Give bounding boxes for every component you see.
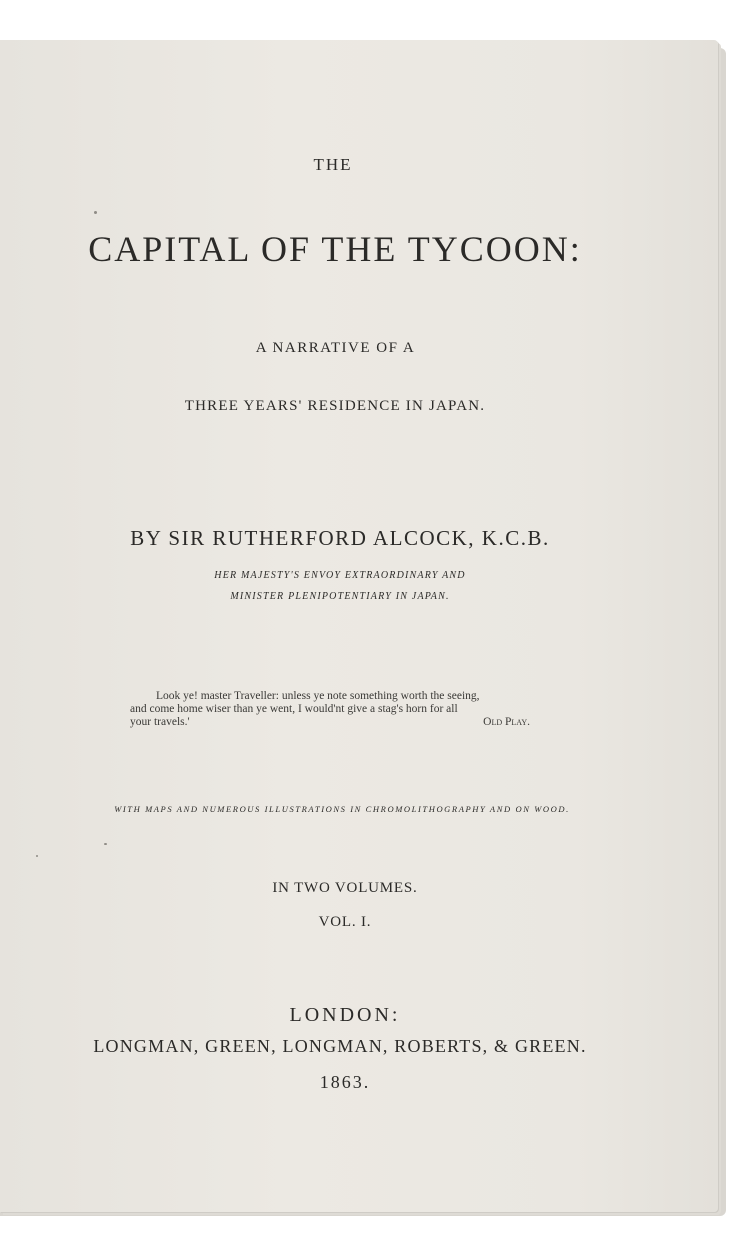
epigraph-line-1: Look ye! master Traveller: unless ye note something worth the seeing, <box>156 690 480 702</box>
subtitle-line-1: A NARRATIVE OF A <box>255 340 416 356</box>
paper-speck <box>36 855 38 857</box>
publication-year: 1863. <box>319 1072 371 1092</box>
imprint-city: LONDON: <box>289 1004 401 1026</box>
publisher-name: LONGMAN, GREEN, LONGMAN, ROBERTS, & GREEN. <box>93 1036 587 1056</box>
volume-number: VOL. I. <box>318 914 372 930</box>
volumes-note: IN TWO VOLUMES. <box>272 880 418 896</box>
epigraph <box>130 690 540 729</box>
epigraph-last-line <box>130 716 540 729</box>
paper-speck <box>104 843 107 845</box>
author-office-line-1: HER MAJESTY'S ENVOY EXTRAORDINARY AND <box>214 570 466 581</box>
book-title: CAPITAL OF THE TYCOON: <box>88 229 582 269</box>
epigraph-source: Old Play. <box>483 716 530 728</box>
illustrations-note: WITH MAPS AND NUMEROUS ILLUSTRATIONS IN CHROMOLITHOGRAPHY AND ON WOOD. <box>114 804 570 814</box>
paper-speck <box>94 211 97 214</box>
epigraph-line-2: and come home wiser than ye went, I would'nt give a stag's horn for all <box>130 703 458 715</box>
epigraph-line-3: your travels.' <box>130 716 190 728</box>
pre-title: THE <box>313 155 353 174</box>
author-office-line-2: MINISTER PLENIPOTENTIARY IN JAPAN. <box>230 591 450 602</box>
author-line: BY SIR RUTHERFORD ALCOCK, K.C.B. <box>130 526 550 550</box>
subtitle-line-2: THREE YEARS' RESIDENCE IN JAPAN. <box>184 398 486 414</box>
